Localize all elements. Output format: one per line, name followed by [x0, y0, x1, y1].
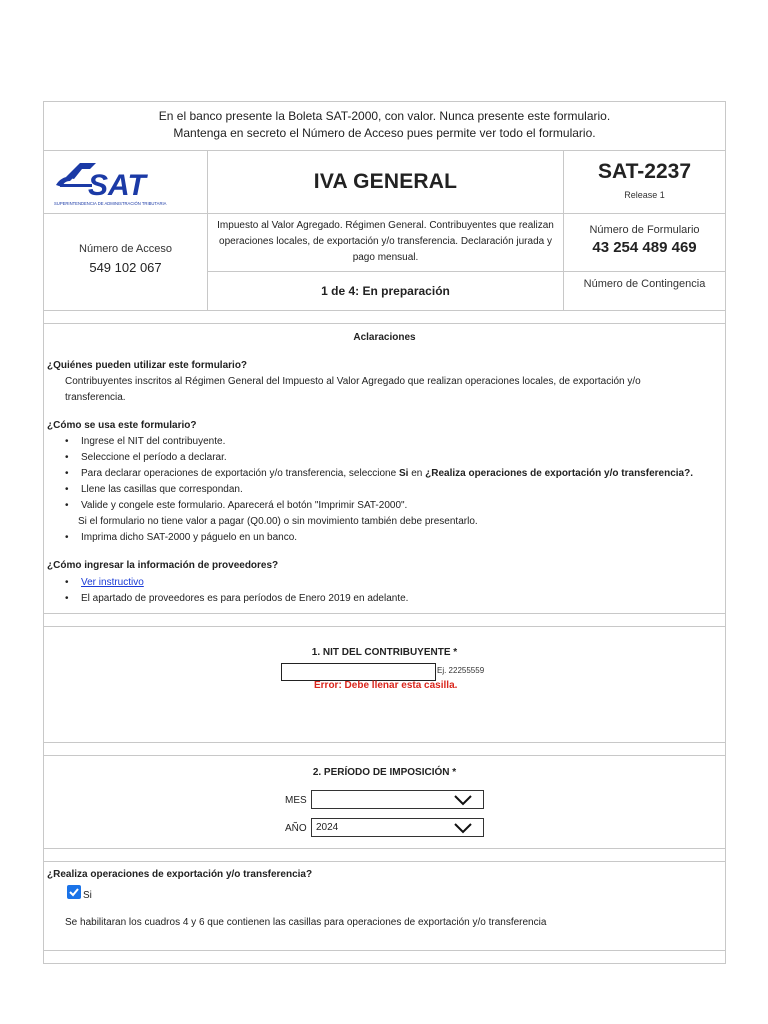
- nit-input[interactable]: [281, 663, 436, 681]
- mes-label: MES: [285, 795, 307, 806]
- export-checkbox[interactable]: [67, 885, 81, 899]
- periodo-title: 2. PERÍODO DE IMPOSICIÓN *: [312, 767, 457, 778]
- anio-label: AÑO: [285, 823, 307, 834]
- sat-logo: [44, 151, 208, 214]
- notice-line-1: En el banco presente la Boleta SAT-2000, con valor. Nunca presente este formulario.: [158, 109, 611, 123]
- section-divider: [44, 310, 725, 324]
- sat-logo-icon: [44, 151, 208, 214]
- export-checkbox-label: Si: [83, 890, 92, 901]
- section-divider: [44, 613, 725, 627]
- question-providers: ¿Cómo ingresar la información de proveedores?: [47, 560, 279, 571]
- list-item: • Llene las casillas que correspondan.: [65, 484, 243, 495]
- instructions-link[interactable]: Ver instructivo: [81, 577, 144, 588]
- list-item: • Ver instructivo: [65, 577, 144, 588]
- form-number-value: 43 254 489 469: [592, 239, 697, 256]
- form-number-label: Número de Formulario: [589, 224, 700, 236]
- logo-text: SAT: [88, 169, 146, 202]
- form-description: Impuesto al Valor Agregado. Régimen General. Contribuyentes que realizan operaciones locales, de exportación y/o transferencia. Declaración jurada y pago mensual.: [208, 214, 564, 272]
- export-note: Se habilitaran los cuadros 4 y 6 que contienen las casillas para operaciones de exportación y/o transferencia: [65, 917, 547, 928]
- access-number-value: 549 102 067: [89, 260, 162, 275]
- logo-subtitle: SUPERINTENDENCIA DE ADMINISTRACIÓN TRIBUTARIA: [54, 201, 167, 206]
- checkmark-icon: [67, 885, 81, 899]
- list-item: • Ingrese el NIT del contribuyente.: [65, 436, 226, 447]
- answer-who: Contribuyentes inscritos al Régimen General del Impuesto al Valor Agregado que realizan operaciones locales, de exportación y/o transferencia.: [65, 376, 641, 403]
- question-how: ¿Cómo se usa este formulario?: [47, 420, 197, 431]
- contingency-label: Número de Contingencia: [583, 278, 706, 290]
- section-divider: [44, 742, 725, 756]
- form-title: IVA GENERAL: [208, 151, 564, 214]
- anio-select[interactable]: [311, 818, 484, 837]
- mes-select[interactable]: [311, 790, 484, 809]
- access-number-label: Número de Acceso: [79, 243, 172, 255]
- form-frame: [43, 101, 726, 964]
- nit-error: Error: Debe llenar esta casilla.: [314, 680, 458, 691]
- notice-line-2: Mantenga en secreto el Número de Acceso pues permite ver todo el formulario.: [173, 126, 596, 140]
- chevron-down-icon: [453, 822, 473, 834]
- aclaraciones-section: [44, 324, 725, 612]
- list-item: • Valide y congele este formulario. Aparecerá el botón "Imprimir SAT-2000".: [65, 500, 408, 511]
- form-number-box: [564, 214, 725, 272]
- nit-example: Ej. 22255559: [437, 666, 485, 675]
- list-item: • Seleccione el período a declarar.: [65, 452, 227, 463]
- access-number-box: [44, 214, 208, 310]
- chevron-down-icon: [453, 794, 473, 806]
- question-who: ¿Quiénes pueden utilizar este formulario?: [47, 360, 248, 371]
- export-question: ¿Realiza operaciones de exportación y/o transferencia?: [47, 869, 313, 880]
- anio-select-value: 2024: [316, 822, 339, 833]
- aclaraciones-title: Aclaraciones: [353, 332, 416, 343]
- form-code-box: [564, 151, 725, 214]
- form-status: 1 de 4: En preparación: [208, 272, 564, 310]
- notice-banner: [44, 102, 725, 151]
- nit-title: 1. NIT DEL CONTRIBUYENTE *: [311, 647, 458, 658]
- list-item-note: Si el formulario no tiene valor a pagar (Q0.00) o sin movimiento también debe presentarlo.: [78, 516, 478, 527]
- list-item: • El apartado de proveedores es para períodos de Enero 2019 en adelante.: [65, 593, 409, 604]
- section-divider: [44, 950, 725, 964]
- list-item: • Para declarar operaciones de exportación y/o transferencia, seleccione Si en ¿Realiza operaciones de exportación y/o transferencia?.: [65, 468, 693, 479]
- section-divider: [44, 848, 725, 862]
- release-label: Release 1: [624, 190, 665, 200]
- form-code: SAT-2237: [598, 160, 691, 183]
- list-item: • Imprima dicho SAT-2000 y páguelo en un banco.: [65, 532, 298, 543]
